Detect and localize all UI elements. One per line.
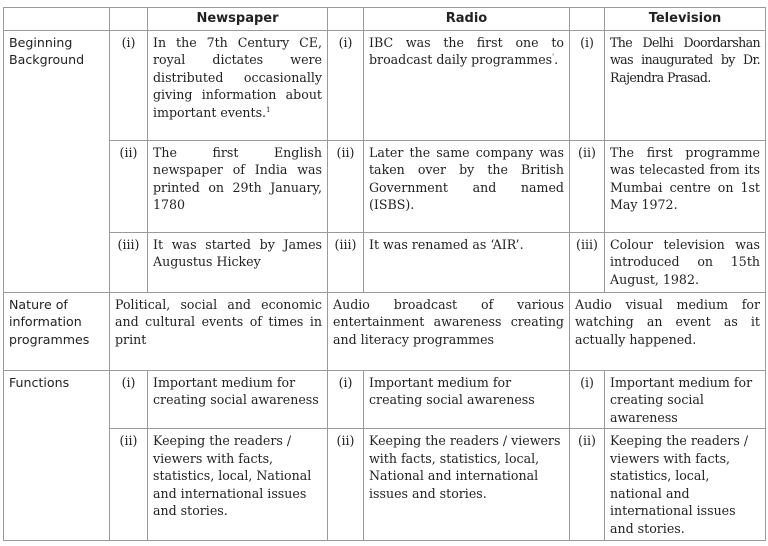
newspaper-cell [148, 30, 328, 140]
television-cell: Audio visual medium for watching an event as it actually happened. [570, 292, 766, 370]
media-comparison-table [3, 7, 766, 541]
cell-text: In the 7th Century CE, royal dictates were distributed occasionally giving information about important events. [153, 34, 322, 120]
item-number: (iii) [110, 232, 148, 292]
table-row [4, 429, 766, 541]
newspaper-cell: Political, social and economic and cultural events of times in print [110, 292, 328, 370]
header-tv-num [570, 8, 605, 31]
row-label-functions: Functions [4, 370, 110, 541]
item-number: (i) [570, 30, 605, 140]
item-number: (ii) [570, 429, 605, 541]
item-number: (i) [110, 370, 148, 429]
radio-cell: Audio broadcast of various entertainment awareness creating and literacy programmes [328, 292, 570, 370]
footnote-mark: ' [552, 52, 555, 61]
item-number: (ii) [328, 429, 364, 541]
footnote-mark: 1 [266, 105, 271, 114]
item-number: (ii) [110, 140, 148, 232]
row-label-nature: Nature of information programmes [4, 292, 110, 370]
header-newspaper: Newspaper [148, 8, 328, 31]
radio-cell: Important medium for creating social awareness [364, 370, 570, 429]
header-television: Television [605, 8, 766, 31]
television-cell: Important medium for creating social awareness [605, 370, 766, 429]
newspaper-cell: Important medium for creating social awareness [148, 370, 328, 429]
item-number: (iii) [328, 232, 364, 292]
radio-cell [364, 30, 570, 140]
newspaper-cell: Keeping the readers / viewers with facts, statistics, local, National and international issues and stories. [148, 429, 328, 541]
item-number: (ii) [110, 429, 148, 541]
table-row [4, 370, 766, 429]
television-cell: Colour television was introduced on 15th August, 1982. [605, 232, 766, 292]
radio-cell: Keeping the readers / viewers with facts, statistics, local, National and international issues and stories. [364, 429, 570, 541]
television-cell: The first programme was telecasted from its Mumbai centre on 1st May 1972. [605, 140, 766, 232]
newspaper-cell: It was started by James Augustus Hickey [148, 232, 328, 292]
item-number: (i) [570, 370, 605, 429]
row-label-beginning: Beginning Background [4, 30, 110, 292]
header-rd-num [328, 8, 364, 31]
television-cell: Keeping the readers / viewers with facts, statistics, local, national and international issues and stories. [605, 429, 766, 541]
radio-cell: Later the same company was taken over by the British Government and named (ISBS). [364, 140, 570, 232]
item-number: (ii) [570, 140, 605, 232]
header-radio: Radio [364, 8, 570, 31]
table-row [4, 30, 766, 140]
table-row [4, 232, 766, 292]
header-row [4, 8, 766, 31]
table-row [4, 292, 766, 370]
item-number: (i) [328, 30, 364, 140]
item-number: (i) [328, 370, 364, 429]
item-number: (i) [110, 30, 148, 140]
header-np-num [110, 8, 148, 31]
item-number: (iii) [570, 232, 605, 292]
cell-text-end: . [554, 52, 559, 67]
item-number: (ii) [328, 140, 364, 232]
radio-cell: It was renamed as ‘AIR’. [364, 232, 570, 292]
television-cell: The Delhi Doordarshan was inaugurated by Dr. Rajendra Prasad. [605, 30, 766, 140]
newspaper-cell: The first English newspaper of India was printed on 29th January, 1780 [148, 140, 328, 232]
header-category [4, 8, 110, 31]
table-row [4, 140, 766, 232]
cell-text: IBC was the first one to broadcast daily programmes [369, 34, 564, 67]
